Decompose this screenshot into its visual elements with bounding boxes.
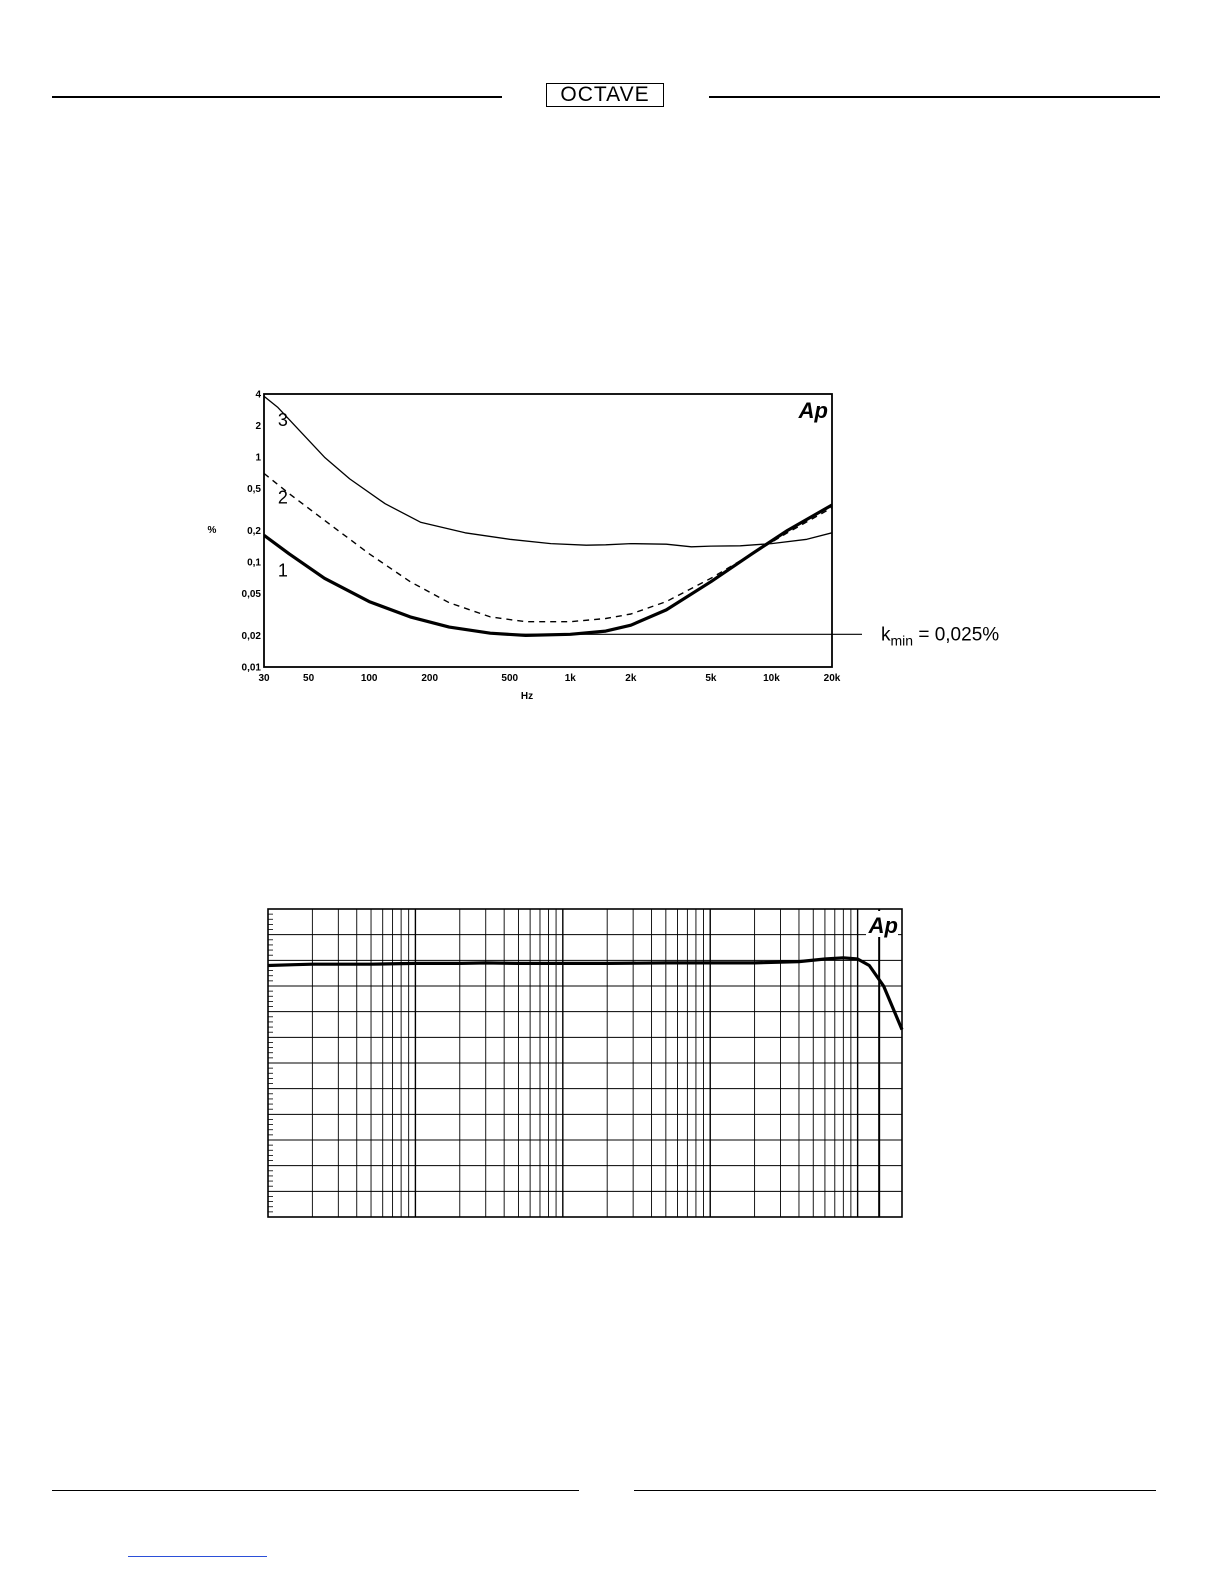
y-tick-label: 0,1 [247,557,261,569]
kmin-sub: min [890,632,914,649]
x-tick-label: 2k [625,673,637,684]
ap-watermark: Ap [868,913,898,938]
x-tick-label: 30 [258,673,270,684]
footer-rule-left [52,1490,579,1491]
y-tick-label: 0,01 [241,662,261,674]
curve-label-1: 1 [277,560,288,581]
ap-watermark: Ap [798,398,828,423]
response-curve [268,958,902,1030]
x-axis-label: Hz [520,691,534,702]
y-tick-label: 0,2 [247,526,261,537]
x-tick-label: 50 [303,673,315,684]
y-tick-label: 0,02 [241,630,261,642]
logo-text: OCTAVE [560,83,650,106]
curve-label-2: 2 [277,487,288,508]
y-tick-label: 1 [255,452,261,464]
x-tick-label: 5k [705,673,717,684]
x-tick-label: 10k [763,673,780,684]
x-tick-label: 500 [501,673,519,684]
footer-link-underline [128,1556,267,1557]
y-tick-label: 2 [255,421,261,433]
y-axis-label: % [207,525,217,536]
x-tick-label: 1k [564,673,576,684]
y-tick-label: 4 [255,389,261,401]
footer-rule-right [634,1490,1156,1491]
y-tick-label: 0,5 [247,484,261,496]
kmin-value: = 0,025% [913,624,1000,646]
y-tick-label: 0,05 [241,589,261,601]
kmin-prefix: k [881,624,891,646]
x-tick-label: 100 [360,673,378,684]
x-tick-label: 200 [421,673,439,684]
x-tick-label: 20k [823,673,841,684]
curve-label-3: 3 [277,410,288,431]
